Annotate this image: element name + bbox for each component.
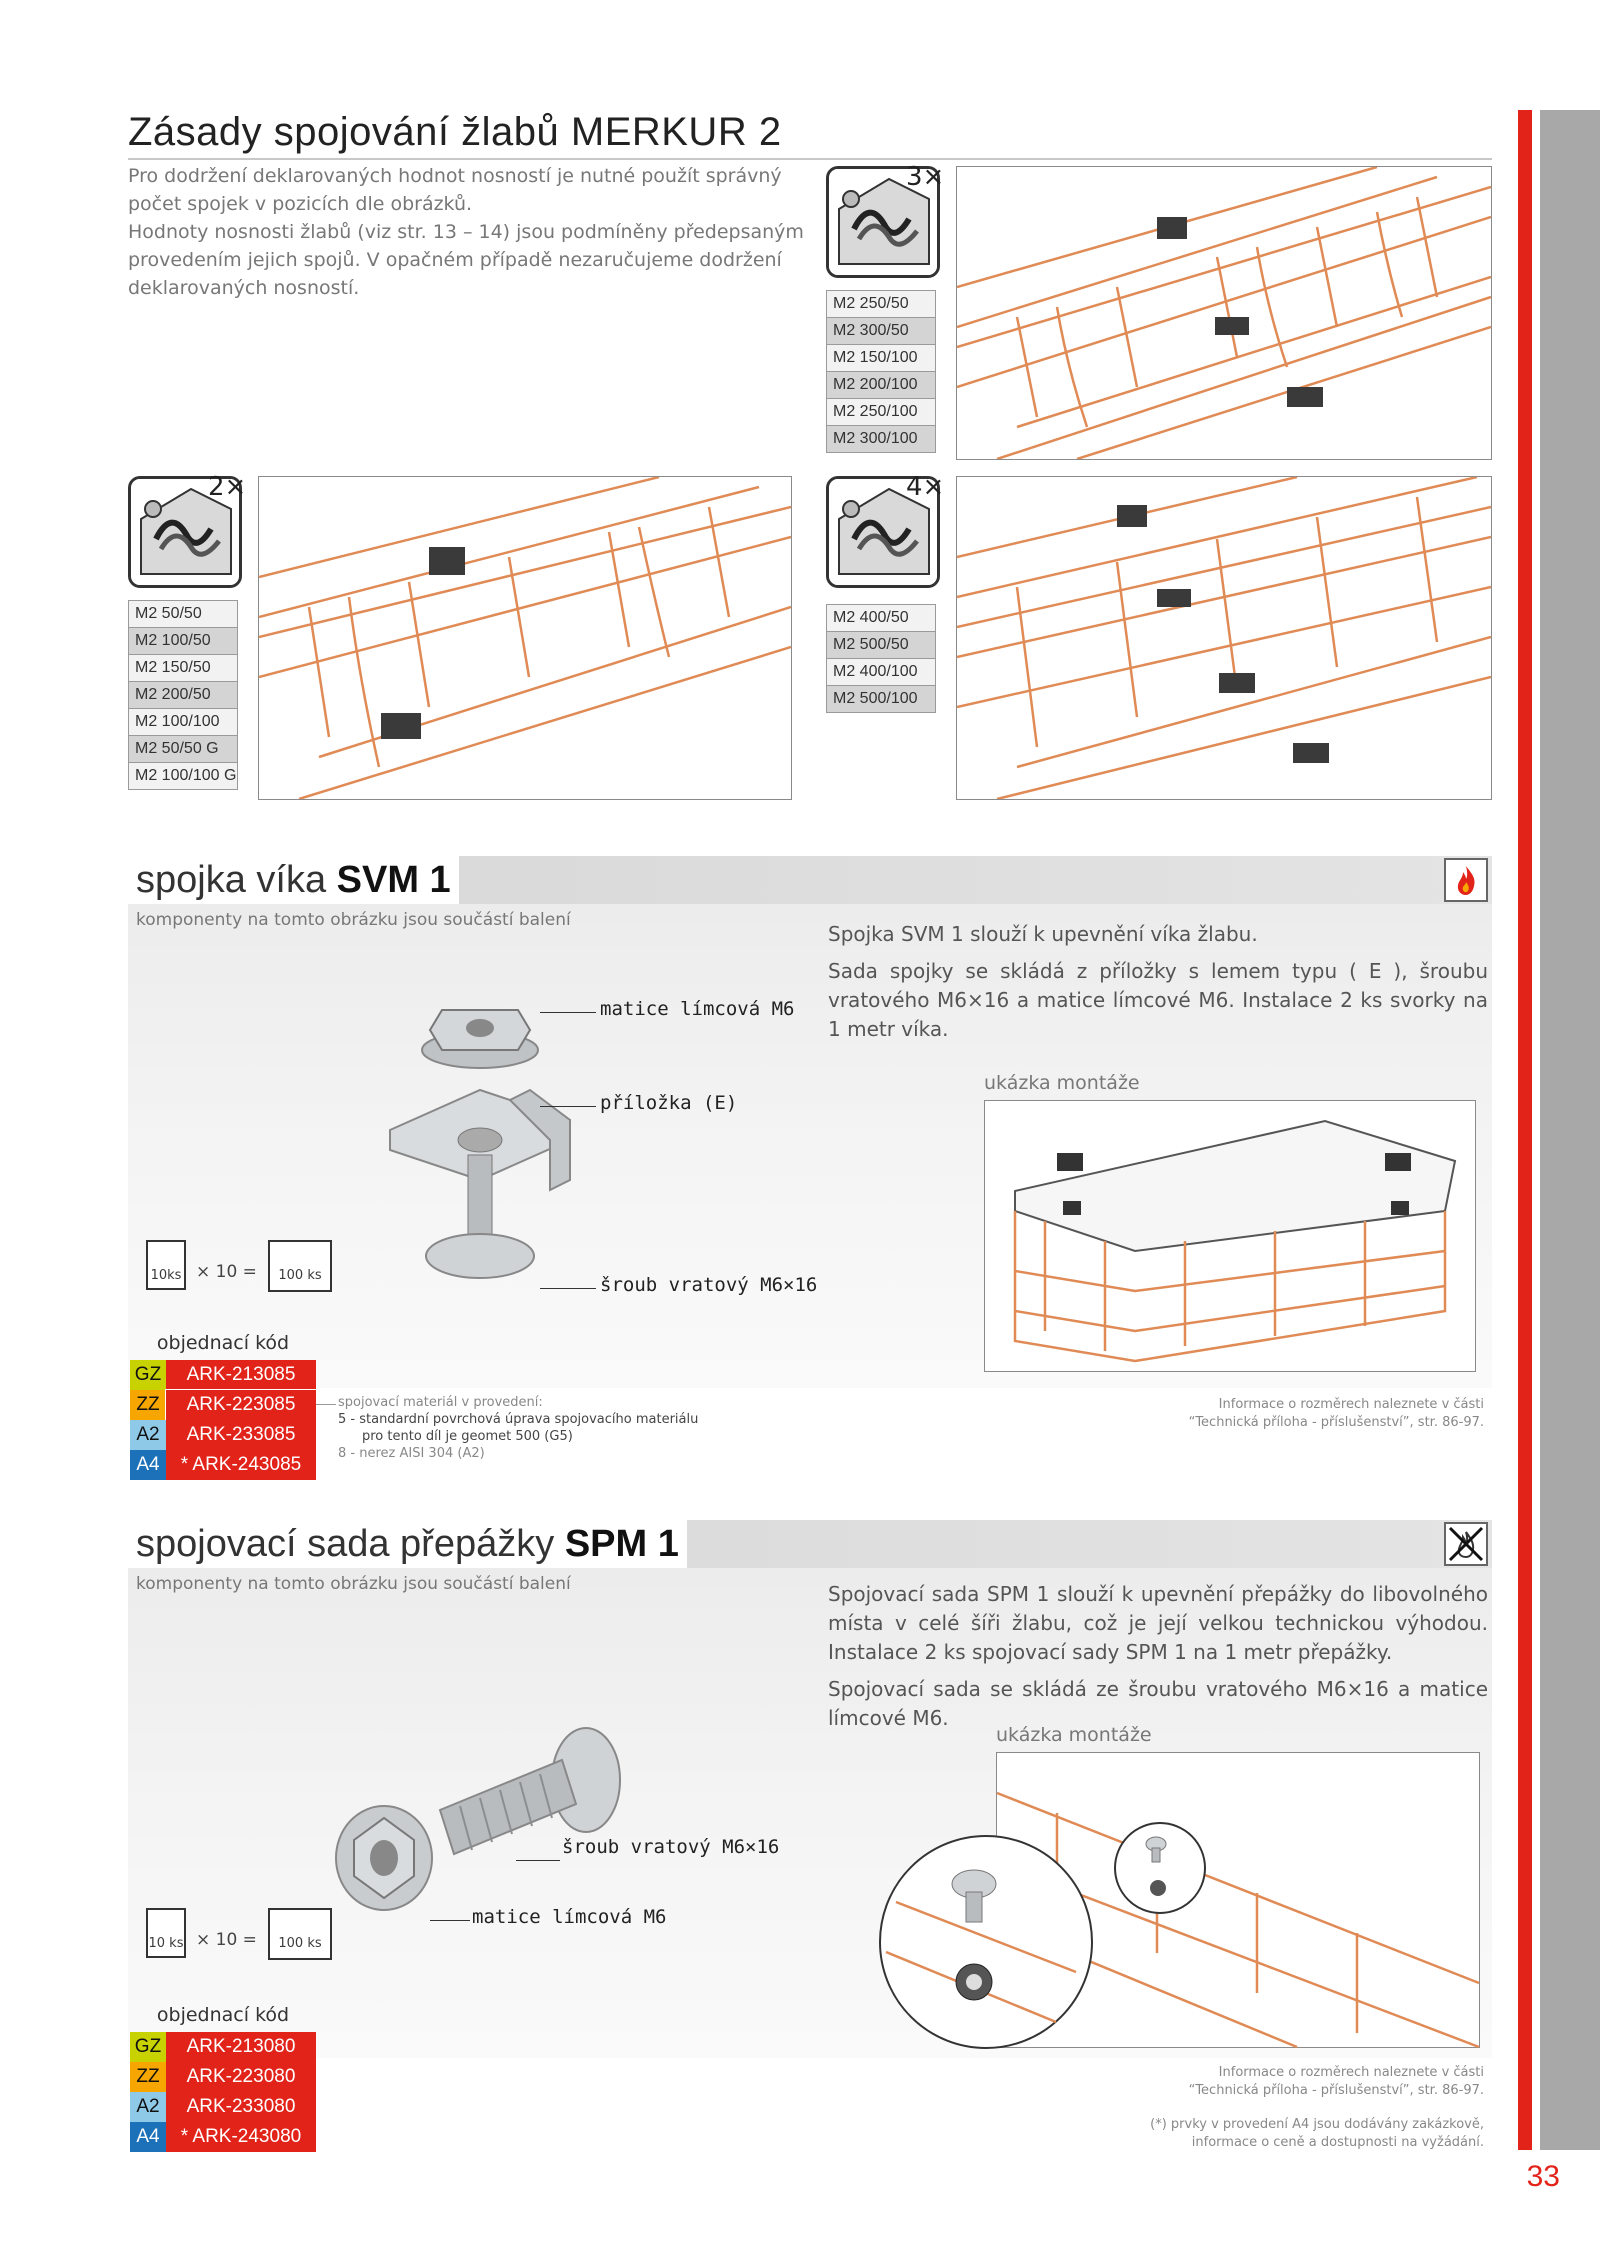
multiplier-3x: 3× bbox=[906, 162, 945, 192]
order-code: ARK-213085 bbox=[166, 1360, 316, 1390]
no-fire-icon bbox=[1444, 1522, 1488, 1566]
callout-leader bbox=[540, 1106, 596, 1107]
spm-order-head: objednací kód bbox=[156, 2004, 290, 2026]
code-item: M2 50/50 G bbox=[128, 736, 238, 763]
svm-callout-bolt: šroub vratový M6×16 bbox=[600, 1274, 818, 1296]
finish-tag: A4 bbox=[130, 2122, 166, 2152]
order-code: ARK-233080 bbox=[166, 2092, 316, 2122]
code-item: M2 500/50 bbox=[826, 632, 936, 659]
order-code: * ARK-243080 bbox=[166, 2122, 316, 2152]
svm-order-head: objednací kód bbox=[156, 1332, 290, 1354]
code-item: M2 150/50 bbox=[128, 655, 238, 682]
svm-info-2: “Technická příloha - příslušenství”, str. 86-97. bbox=[1188, 1415, 1484, 1430]
pkg-multiplier: × 10 = bbox=[196, 1930, 257, 1950]
order-code: ARK-213080 bbox=[166, 2032, 316, 2062]
material-5: 5 - standardní povrchová úprava spojovacího materiálu bbox=[338, 1412, 699, 1427]
finish-tag: ZZ bbox=[130, 1390, 166, 1420]
code-item: M2 400/100 bbox=[826, 659, 936, 686]
tray-diagram-2x bbox=[258, 476, 792, 800]
footnote-1: (*) prvky v provedení A4 jsou dodávány zakázkově, bbox=[1150, 2117, 1484, 2132]
pkg-bag-icon: 10 ks bbox=[146, 1908, 186, 1958]
codes-2x bbox=[128, 600, 238, 790]
svm-info-note bbox=[1000, 1396, 1484, 1432]
pkg-box-icon: 100 ks bbox=[268, 1240, 332, 1292]
material-note bbox=[338, 1394, 698, 1462]
svm-callout-nut: matice límcová M6 bbox=[600, 998, 795, 1020]
order-row bbox=[130, 1420, 316, 1450]
intro-paragraph-2: Hodnoty nosnosti žlabů (viz str. 13 – 14) jsou podmíněny předepsaným provedením jejich spojů. V opačném případě nezaručujeme dodržení deklarovaných nosností. bbox=[128, 221, 804, 299]
detail-magnifier-small bbox=[1112, 1820, 1208, 1916]
code-item: M2 100/100 bbox=[128, 709, 238, 736]
spm-callout-bolt: šroub vratový M6×16 bbox=[562, 1836, 780, 1858]
code-item: M2 250/50 bbox=[826, 290, 936, 318]
spm-contents-note: komponenty na tomto obrázku jsou součástí balení bbox=[136, 1574, 571, 1594]
spm-callout-nut: matice límcová M6 bbox=[472, 1906, 667, 1928]
svm-components-illustration bbox=[380, 980, 600, 1300]
finish-tag: GZ bbox=[130, 2032, 166, 2062]
svm-contents-note: komponenty na tomto obrázku jsou součástí balení bbox=[136, 910, 571, 930]
svm-desc-1: Spojka SVM 1 slouží k upevnění víka žlabu. bbox=[828, 922, 1258, 946]
wire-tray-illustration bbox=[957, 477, 1491, 799]
finish-tag: A2 bbox=[130, 1420, 166, 1450]
code-item: M2 200/100 bbox=[826, 372, 936, 399]
finish-tag: A2 bbox=[130, 2092, 166, 2122]
order-code: ARK-223085 bbox=[166, 1390, 316, 1420]
order-row bbox=[130, 1450, 316, 1480]
spm-info-2: “Technická příloha - příslušenství”, str. 86-97. bbox=[1188, 2083, 1484, 2098]
wire-tray-illustration bbox=[259, 477, 791, 799]
multiplier-2x: 2× bbox=[208, 472, 247, 502]
callout-leader bbox=[516, 1860, 560, 1861]
code-item: M2 300/50 bbox=[826, 318, 936, 345]
svm-mount-diagram bbox=[984, 1100, 1476, 1372]
tray-diagram-4x bbox=[956, 476, 1492, 800]
order-row bbox=[130, 2062, 316, 2092]
callout-leader bbox=[540, 1012, 596, 1013]
finish-tag: A4 bbox=[130, 1450, 166, 1480]
title-rule bbox=[128, 158, 1492, 160]
code-item: M2 100/50 bbox=[128, 628, 238, 655]
side-tab-red bbox=[1518, 110, 1532, 2150]
spm-info-1: Informace o rozměrech naleznete v části bbox=[1218, 2065, 1484, 2080]
svm-order-table bbox=[130, 1360, 316, 1480]
fire-icon bbox=[1444, 858, 1488, 902]
order-row bbox=[130, 1360, 316, 1390]
svm-section-title bbox=[128, 856, 459, 904]
spm-order-table bbox=[130, 2032, 316, 2152]
code-item: M2 50/50 bbox=[128, 600, 238, 628]
callout-leader bbox=[540, 1288, 596, 1289]
material-head: spojovací materiál v provedení: bbox=[338, 1395, 543, 1410]
spm-description bbox=[828, 1580, 1488, 1741]
code-item: M2 300/100 bbox=[826, 426, 936, 453]
order-row bbox=[130, 2032, 316, 2062]
page-title: Zásady spojování žlabů MERKUR 2 bbox=[128, 110, 782, 154]
footnote-2: informace o ceně a dostupnosti na vyžádání. bbox=[1191, 2135, 1484, 2150]
order-row bbox=[130, 2092, 316, 2122]
pkg-bag-icon: 10ks bbox=[146, 1240, 186, 1290]
svm-mount-label: ukázka montáže bbox=[984, 1072, 1140, 1094]
tray-diagram-3x bbox=[956, 166, 1492, 460]
spm-desc-2: Spojovací sada se skládá ze šroubu vratového M6×16 a matice límcové M6. bbox=[828, 1677, 1488, 1730]
code-item: M2 200/50 bbox=[128, 682, 238, 709]
finish-tag: GZ bbox=[130, 1360, 166, 1390]
order-code: ARK-233085 bbox=[166, 1420, 316, 1450]
multiplier-4x: 4× bbox=[906, 472, 945, 502]
intro-text bbox=[128, 162, 808, 302]
callout-leader bbox=[430, 1920, 470, 1921]
svm-description bbox=[828, 920, 1488, 1052]
code-item: M2 400/50 bbox=[826, 604, 936, 632]
code-item: M2 100/100 G bbox=[128, 763, 238, 790]
order-row bbox=[130, 2122, 316, 2152]
spm-info-note bbox=[1000, 2064, 1484, 2100]
svm-desc-2: Sada spojky se skládá z příložky s lemem typu ( E ), šroubu vratového M6×16 a matice límcové M6. Instalace 2 ks svorky na 1 metr víka. bbox=[828, 959, 1488, 1041]
order-code: ARK-223080 bbox=[166, 2062, 316, 2092]
spm-section-title bbox=[128, 1520, 687, 1568]
codes-4x bbox=[826, 604, 936, 713]
wire-tray-illustration bbox=[957, 167, 1491, 459]
svm-info-1: Informace o rozměrech naleznete v části bbox=[1218, 1397, 1484, 1412]
spm-title-bold: SPM 1 bbox=[564, 1523, 679, 1565]
code-item: M2 500/100 bbox=[826, 686, 936, 713]
spm-components-illustration bbox=[330, 1700, 630, 1920]
svm-callout-plate: příložka (E) bbox=[600, 1092, 738, 1114]
intro-paragraph-1: Pro dodržení deklarovaných hodnot nosností je nutné použít správný počet spojek v pozicích dle obrázků. bbox=[128, 165, 782, 215]
material-5b: pro tento díl je geomet 500 (G5) bbox=[362, 1429, 573, 1444]
material-8: 8 - nerez AISI 304 (A2) bbox=[338, 1446, 485, 1461]
order-row bbox=[130, 1390, 316, 1420]
code-item: M2 150/100 bbox=[826, 345, 936, 372]
page-number: 33 bbox=[1526, 2160, 1560, 2193]
spm-title-light: spojovací sada přepážky bbox=[136, 1523, 565, 1565]
detail-magnifier-large bbox=[876, 1832, 1096, 2052]
cover-mount-illustration bbox=[985, 1101, 1475, 1371]
spm-desc-1: Spojovací sada SPM 1 slouží k upevnění přepážky do libovolného místa v celé šíři žlabu, což je její velkou technickou výhodou. Instalace 2 ks spojovací sady SPM 1 na 1 metr přepážky. bbox=[828, 1582, 1488, 1664]
pkg-box-icon: 100 ks bbox=[268, 1908, 332, 1960]
svm-title-bold: SVM 1 bbox=[336, 859, 451, 901]
footnote bbox=[1000, 2116, 1484, 2152]
code-item: M2 250/100 bbox=[826, 399, 936, 426]
codes-3x bbox=[826, 290, 936, 453]
pkg-multiplier: × 10 = bbox=[196, 1262, 257, 1282]
spm-mount-label: ukázka montáže bbox=[996, 1724, 1152, 1746]
side-tab-gray bbox=[1540, 110, 1600, 2150]
material-leader bbox=[316, 1404, 336, 1405]
finish-tag: ZZ bbox=[130, 2062, 166, 2092]
svm-title-light: spojka víka bbox=[136, 859, 337, 901]
order-code: * ARK-243085 bbox=[166, 1450, 316, 1480]
